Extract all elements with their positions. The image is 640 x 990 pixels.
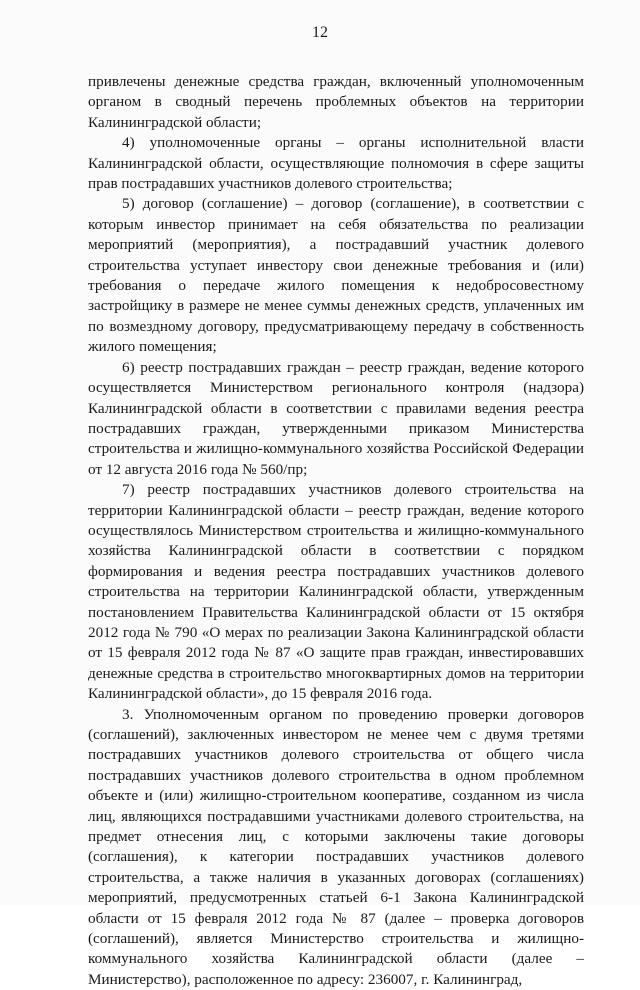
- paragraph-continuation: привлечены денежные средства граждан, включенный уполномоченным органом в сводный перечень проблемных объектов на территории Калининградской области;: [88, 73, 584, 131]
- paragraph-item-7: 7) реестр пострадавших участников долевого строительства на территории Калининградской области – реестр граждан, ведение которого осуществлялось Министерством строительства и жилищно-коммунального хозяйства Калининградской области в соответствии с порядком формирования и ведения реестра пострадавших участников долевого строительства на территории Калининградской области, утвержденным постановлением Правительства Калининградской области от 15 октября 2012 года № 790 «О мерах по реализации Закона Калининградской области от 15 февраля 2012 года № 87 «О защите прав граждан, инвестировавших денежные средства в строительство многоквартирных домов на территории Калининградской области», до 15 февраля 2016 года.: [88, 481, 584, 703]
- document-body: [88, 72, 584, 990]
- paragraph-section-3: 3. Уполномоченным органом по проведению проверки договоров (соглашений), заключенных инвестором не менее чем с двумя третями пострадавших участников долевого строительства от общего числа пострадавших участников долевого строительства в одном проблемном объекте и (или) жилищно-строительном кооперативе, созданном из числа лиц, являющихся пострадавшими участниками долевого строительства, на предмет отнесения лиц, с которыми заключены такие договоры (соглашения), к категории пострадавших участников долевого строительства, а также наличия в указанных договорах (соглашениях) мероприятий, предусмотренных статьей 6-1 Закона Калининградской области от 15 февраля 2012 года № 87 (далее – проверка договоров (соглашений), является Министерство строительства и жилищно-коммунального хозяйства Калининградской области (далее – Министерство), расположенное по адресу: 236007, г. Калининград,: [88, 705, 584, 988]
- paragraph-item-4: 4) уполномоченные органы – органы исполнительной власти Калининградской области, осуществляющие полномочия в сфере защиты прав пострадавших участников долевого строительства;: [88, 134, 584, 193]
- page-number: 12: [312, 24, 328, 41]
- paragraph-item-5: 5) договор (соглашение) – договор (соглашение), в соответствии с которым инвестор принимает на себя обязательства по реализации мероприятий (мероприятия), а пострадавший участник долевого строительства уступает инвестору свои денежные требования и (или) требования о передаче жилого помещения к недобросовестному застройщику в размере не менее суммы денежных средств, уплаченных им по возмездному договору, предусматривающему передачу в собственность жилого помещения;: [88, 195, 584, 356]
- paragraph-item-6: 6) реестр пострадавших граждан – реестр граждан, ведение которого осуществляется Министерством регионального контроля (надзора) Калининградской области в соответствии с правилами ведения реестра пострадавших граждан, утвержденными приказом Министерства строительства и жилищно-коммунального хозяйства Российской Федерации от 12 августа 2016 года № 560/пр;: [88, 358, 584, 478]
